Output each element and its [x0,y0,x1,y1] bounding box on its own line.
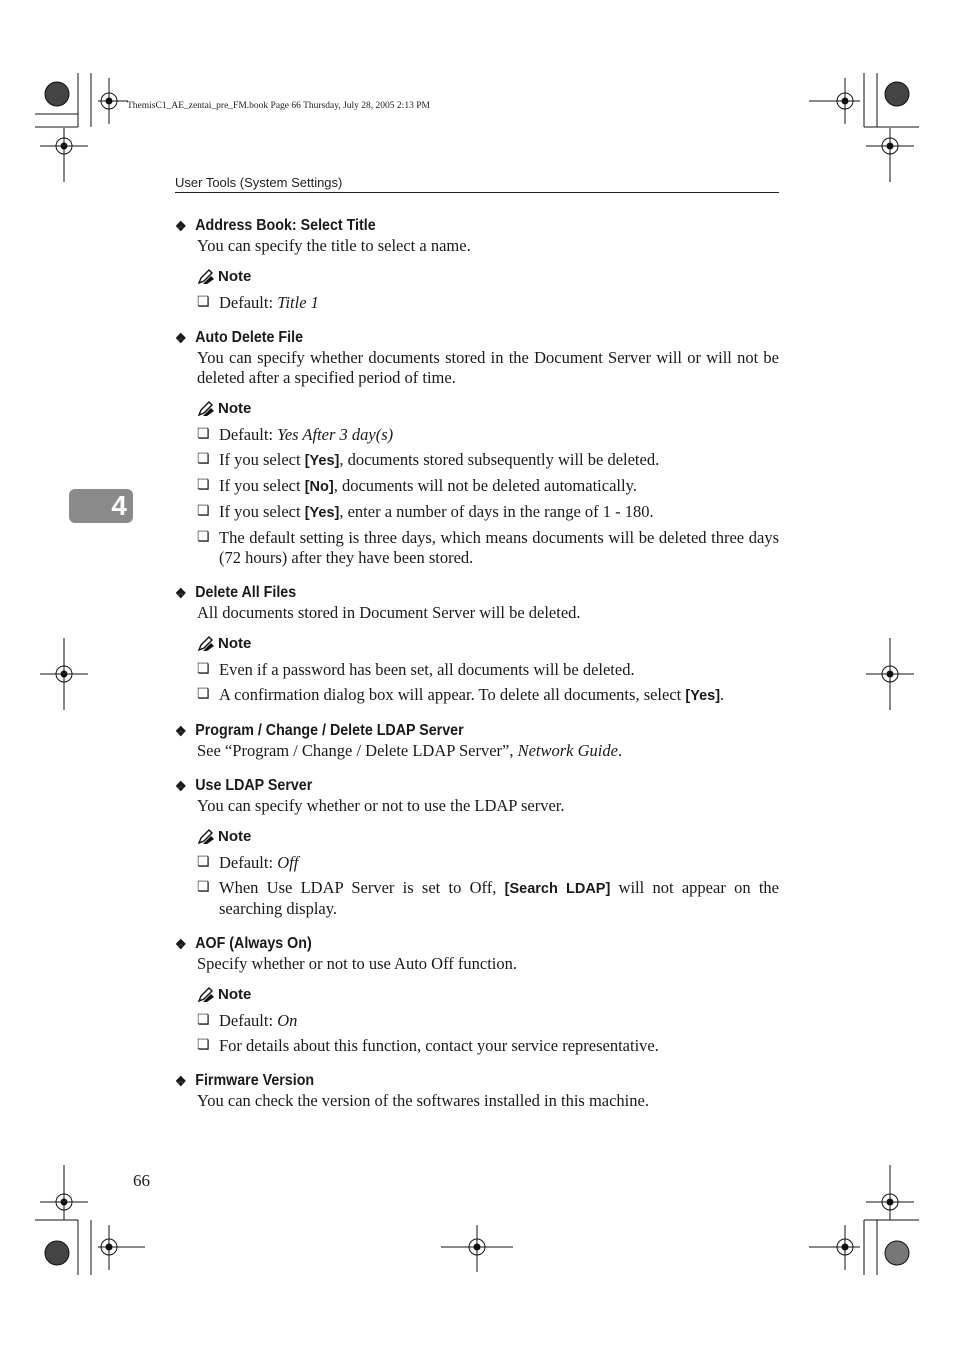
section-body: Specify whether or not to use Auto Off function. [197,954,518,973]
note-item: ❏ For details about this function, contact your service representative. [197,1036,659,1055]
section-body: You can specify the title to select a name. [197,236,471,255]
note-item: ❏ If you select [Yes], documents stored subsequently will be deleted. [197,450,660,469]
section-body: You can check the version of the softwares installed in this machine. [197,1091,649,1110]
checkbox-bullet-icon: ❏ [197,504,210,519]
pencil-note-icon [197,401,215,417]
section-aof-always-on [175,934,779,1056]
checkbox-bullet-icon: ❏ [197,1038,210,1053]
note-heading: Note [197,266,779,288]
section-body: All documents stored in Document Server will be deleted. [197,603,581,622]
note-block [197,826,779,919]
chapter-tab: 4 [69,489,133,523]
section-address-book-select-title [175,216,779,313]
note-block [197,266,779,313]
pencil-note-icon [197,636,215,652]
note-heading: Note [197,826,779,848]
note-heading: Note [197,984,779,1006]
diamond-bullet-icon: ❖ [175,330,187,346]
page-content [175,216,779,1126]
checkbox-bullet-icon: ❏ [197,427,210,442]
note-item: ❏ Default: Yes After 3 day(s) [197,425,394,444]
note-item: ❏ Default: Off [197,853,299,872]
note-block [197,398,779,568]
section-title: ❖ Address Book: Select Title [175,217,376,234]
checkbox-bullet-icon: ❏ [197,880,210,895]
section-firmware-version [175,1071,779,1111]
section-title: ❖ Firmware Version [175,1072,315,1089]
section-delete-all-files [175,583,779,706]
diamond-bullet-icon: ❖ [175,936,187,952]
note-item: ❏ Even if a password has been set, all documents will be deleted. [197,660,635,679]
section-body: See “Program / Change / Delete LDAP Server”, Network Guide. [197,741,623,760]
pencil-note-icon [197,829,215,845]
checkbox-bullet-icon: ❏ [197,295,210,310]
diamond-bullet-icon: ❖ [175,585,187,601]
checkbox-bullet-icon: ❏ [197,452,210,467]
note-item: ❏ Default: Title 1 [197,293,319,312]
section-title: ❖ Program / Change / Delete LDAP Server [175,722,464,739]
note-block [197,633,779,706]
checkbox-bullet-icon: ❏ [197,478,210,493]
section-body: You can specify whether documents stored in the Document Server will or will not be deleted after a specified period of time. [197,348,779,387]
checkbox-bullet-icon: ❏ [197,855,210,870]
section-program-change-delete-ldap-server [175,721,779,761]
diamond-bullet-icon: ❖ [175,723,187,739]
section-auto-delete-file [175,328,779,568]
diamond-bullet-icon: ❖ [175,1073,187,1089]
checkbox-bullet-icon: ❏ [197,662,210,677]
running-header: User Tools (System Settings) [175,175,343,190]
section-title: ❖ AOF (Always On) [175,935,312,952]
diamond-bullet-icon: ❖ [175,218,187,234]
note-heading: Note [197,633,779,655]
diamond-bullet-icon: ❖ [175,778,187,794]
pencil-note-icon [197,269,215,285]
header-rule [175,192,779,193]
note-item: ❏ If you select [Yes], enter a number of days in the range of 1 - 180. [197,502,654,521]
note-item: ❏ The default setting is three days, which means documents will be deleted three days (72 hours) after they have been stored. [197,528,779,567]
note-item: ❏ If you select [No], documents will not be deleted automatically. [197,476,637,495]
note-item: ❏ Default: On [197,1011,298,1030]
pencil-note-icon [197,987,215,1003]
note-heading: Note [197,398,779,420]
section-title: ❖ Use LDAP Server [175,777,313,794]
checkbox-bullet-icon: ❏ [197,1013,210,1028]
print-info: ThemisC1_AE_zentai_pre_FM.book Page 66 Thursday, July 28, 2005 2:13 PM [127,101,430,111]
page-number: 66 [133,1171,150,1190]
checkbox-bullet-icon: ❏ [197,530,210,545]
section-use-ldap-server [175,776,779,919]
section-title: ❖ Auto Delete File [175,329,304,346]
section-body: You can specify whether or not to use the LDAP server. [197,796,565,815]
note-block [197,984,779,1056]
checkbox-bullet-icon: ❏ [197,687,210,702]
note-item: ❏ When Use LDAP Server is set to Off, [Search LDAP] will not appear on the searching display. [197,878,779,918]
note-item: ❏ A confirmation dialog box will appear. To delete all documents, select [Yes]. [197,685,725,704]
section-title: ❖ Delete All Files [175,584,297,601]
